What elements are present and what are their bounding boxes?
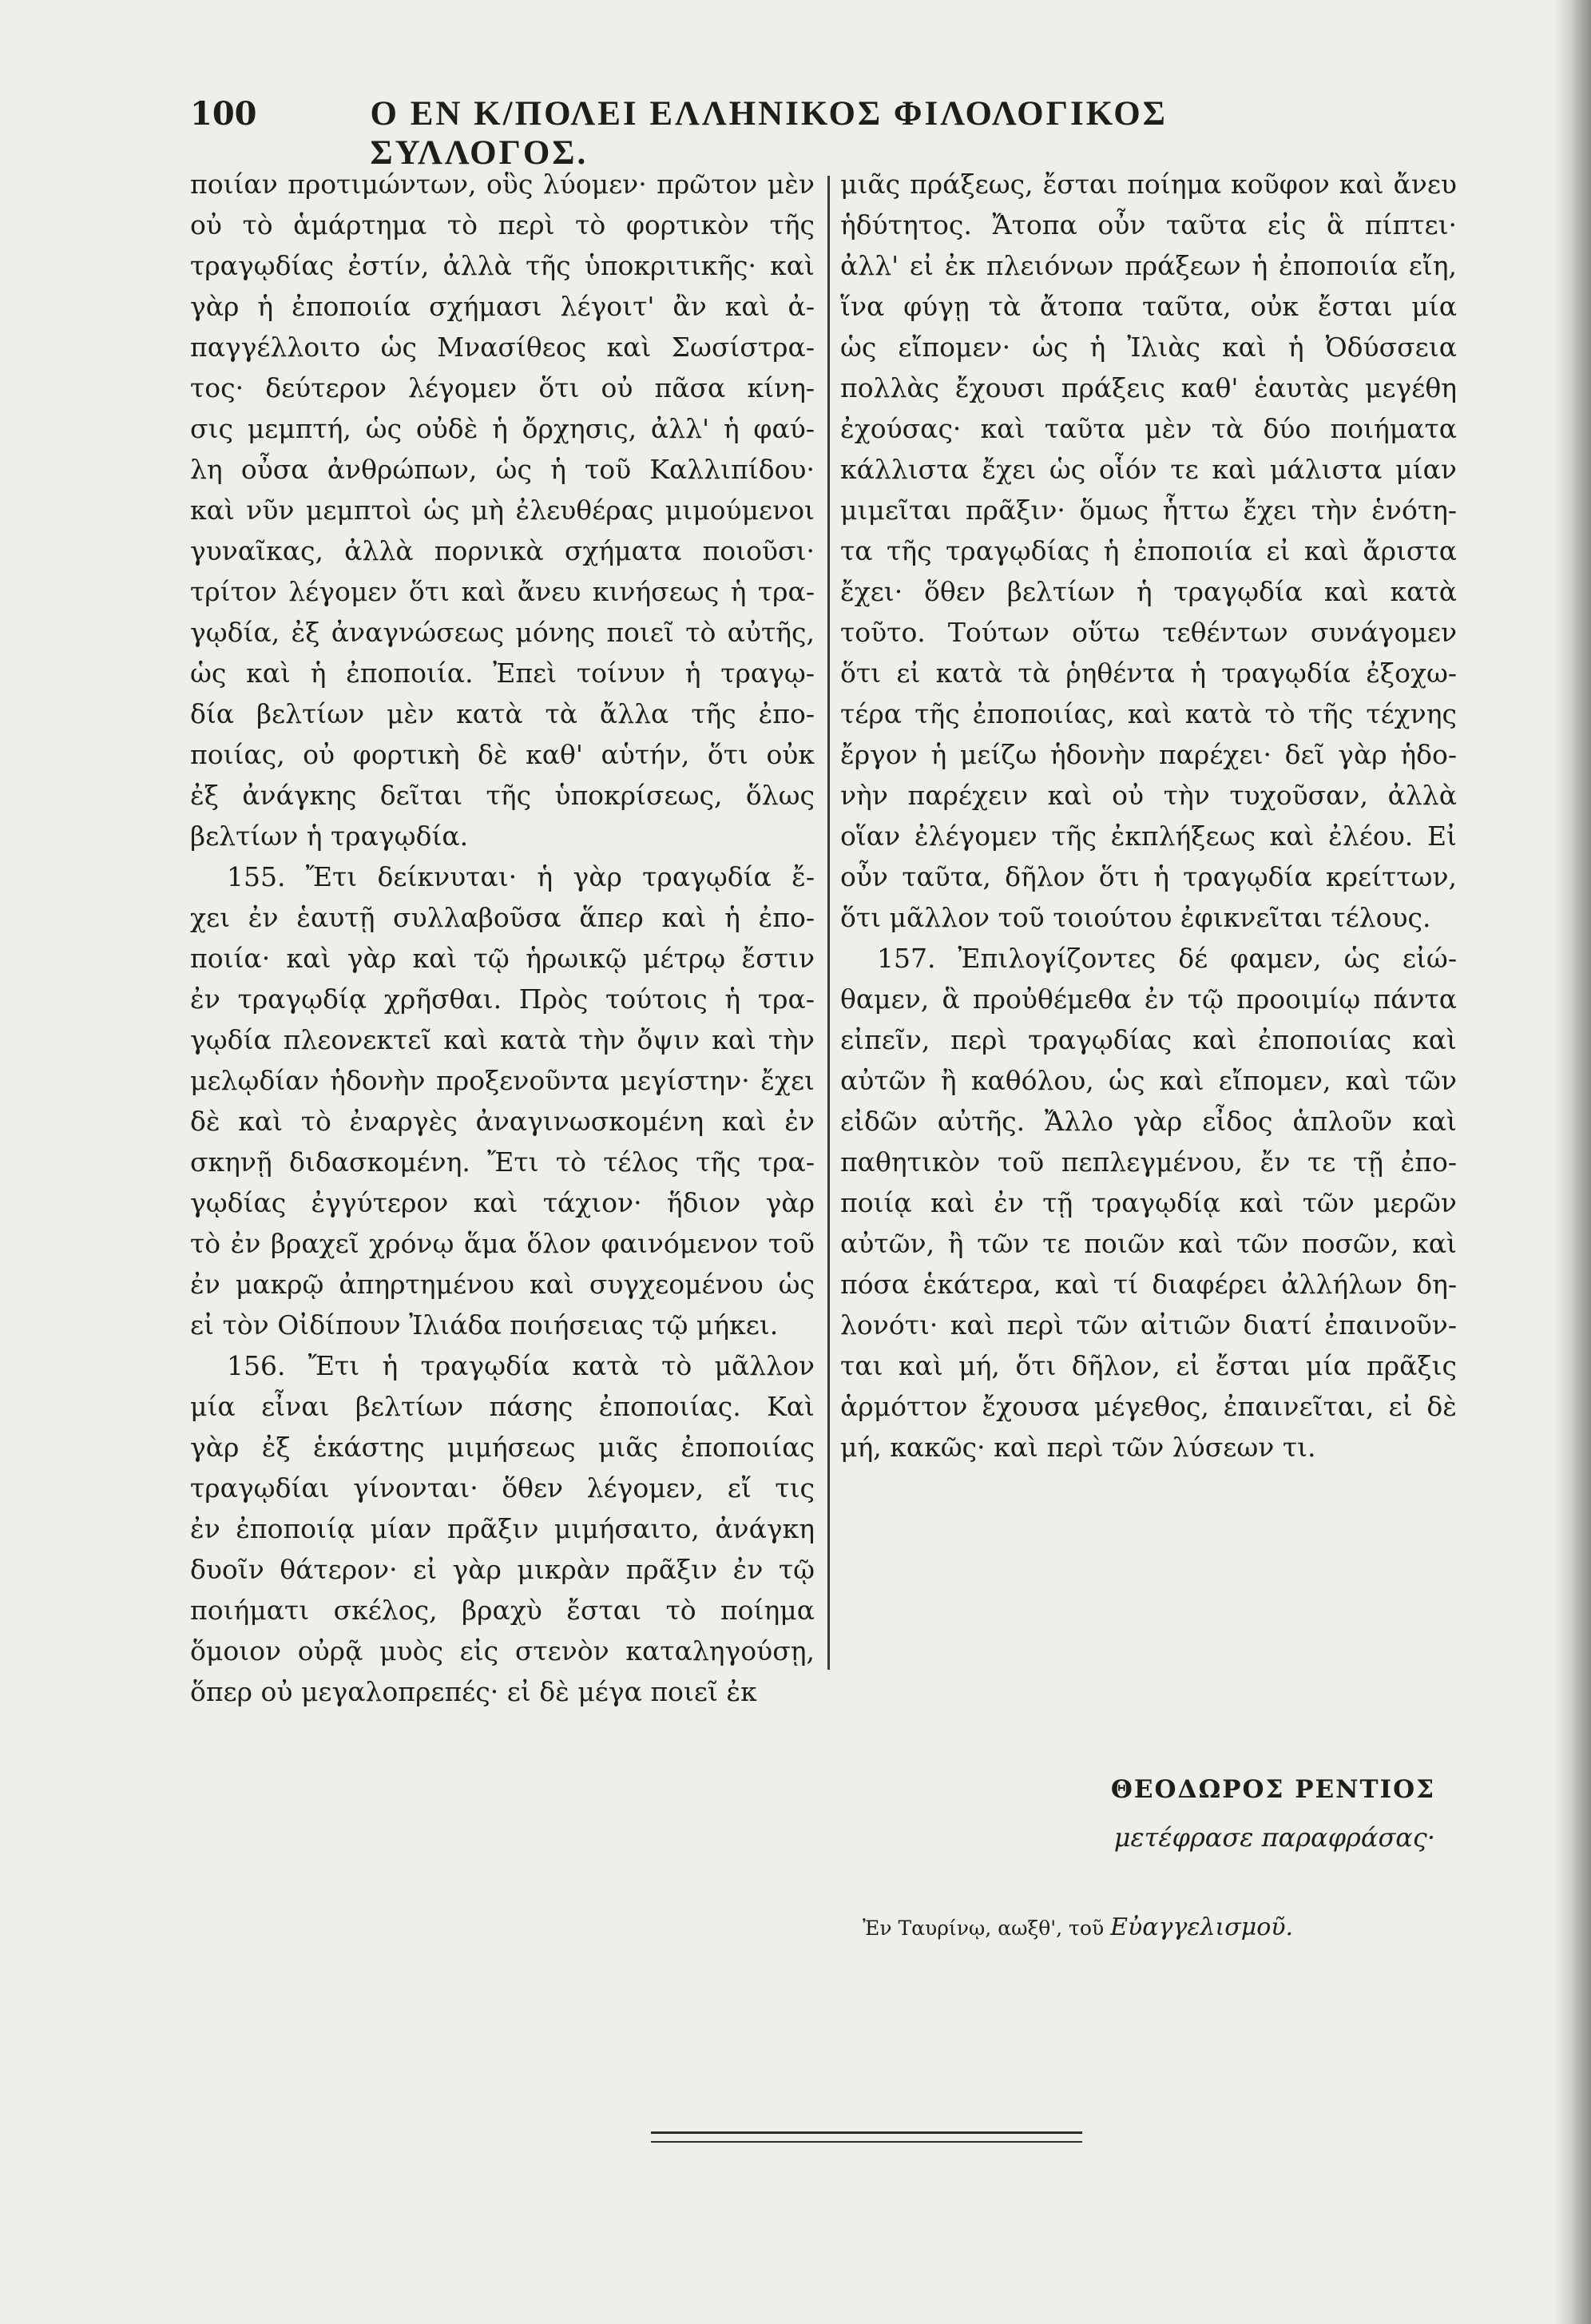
- text-line: ἐχούσας· καὶ ταῦτα μὲν τὰ δύο ποιήματα: [840, 413, 1457, 444]
- text-line: παγγέλλοιτο ὡς Μνασίθεος καὶ Σωσίστρα-: [190, 332, 815, 363]
- text-line: εἰπεῖν, περὶ τραγῳδίας καὶ ἐποποιίας καὶ: [840, 1024, 1457, 1055]
- text-line: κάλλιστα ἔχει ὡς οἷόν τε καὶ μάλιστα μίαν: [840, 454, 1457, 485]
- text-line: τος· δεύτερον λέγομεν ὅτι οὐ πᾶσα κίνη-: [190, 372, 815, 403]
- signature-block: [840, 1766, 1435, 1861]
- text-line: μή, κακῶς· καὶ περὶ τῶν λύσεων τι.: [840, 1432, 1316, 1463]
- text-line: δυοῖν θάτερον· εἰ γὰρ μικρὰν πρᾶξιν ἐν τῷ: [190, 1554, 815, 1585]
- dateline-italic: Εὐαγγελισμοῦ.: [1110, 1913, 1294, 1941]
- text-line: παθητικὸν τοῦ πεπλεγμένου, ἔν τε τῇ ἐπο-: [840, 1146, 1457, 1178]
- running-title: Ο ΕΝ Κ/ΠΟΛΕΙ ΕΛΛΗΝΙΚΟΣ ΦΙΛΟΛΟΓΙΚΟΣ ΣΥΛΛΟΓΟΣ.: [370, 95, 1168, 172]
- text-line: ὅτι εἰ κατὰ τὰ ῥηθέντα ἡ τραγῳδία ἐξοχω-: [840, 657, 1457, 689]
- text-line: δὲ καὶ τὸ ἐναργὲς ἀναγινωσκομένη καὶ ἐν: [190, 1106, 815, 1137]
- text-line: εἰ τὸν Οἰδίπουν Ἰλιάδα ποιήσειας τῷ μήκει.: [190, 1309, 779, 1341]
- text-line: ὅπερ οὐ μεγαλοπρεπές· εἰ δὲ μέγα ποιεῖ ἐκ: [190, 1676, 757, 1707]
- text-line: μία εἶναι βελτίων πάσης ἐποποιίας. Καὶ: [190, 1391, 815, 1422]
- text-line: μιμεῖται πρᾶξιν· ὅμως ἧττω ἔχει τὴν ἑνότη-: [840, 495, 1457, 526]
- text-line: ἐξ ἀνάγκης δεῖται τῆς ὑποκρίσεως, ὅλως: [190, 780, 815, 811]
- text-line: σκηνῇ διδασκομένη. Ἔτι τὸ τέλος τῆς τρα-: [190, 1146, 815, 1178]
- dateline-prefix: Ἐν Ταυρίνῳ, αωξθ', τοῦ: [863, 1917, 1105, 1940]
- text-line: γὰρ ἡ ἐποποιία σχήμασι λέγοιτ' ἂν καὶ ἀ-: [190, 291, 815, 322]
- text-line: γῳδία, ἐξ ἀναγνώσεως μόνης ποιεῖ τὸ αὐτῆς,: [190, 617, 815, 648]
- text-line: ποιίαν προτιμώντων, οὓς λύομεν· πρῶτον μὲν: [190, 169, 815, 200]
- text-line: τραγῳδίαι γίνονται· ὅθεν λέγομεν, εἴ τις: [190, 1472, 815, 1504]
- text-line: ἐν τραγῳδίᾳ χρῆσθαι. Πρὸς τούτοις ἡ τρα-: [190, 983, 815, 1015]
- text-line: εἰδῶν αὐτῆς. Ἄλλο γὰρ εἶδος ἁπλοῦν καὶ: [840, 1106, 1457, 1137]
- right-column: [840, 164, 1457, 1468]
- text-line: οὖν ταῦτα, δῆλον ὅτι ἡ τραγῳδία κρείττων,: [840, 861, 1457, 892]
- translator-name: ΘΕΟΔΩΡΟΣ ΡΕΝΤΙΟΣ: [1110, 1775, 1435, 1804]
- end-rule: [651, 2131, 1082, 2143]
- text-line: τὸ ἐν βραχεῖ χρόνῳ ἅμα ὅλον φαινόμενον τοῦ: [190, 1228, 815, 1259]
- running-header: [190, 94, 1260, 172]
- text-line: ποιία· καὶ γὰρ καὶ τῷ ἡρωικῷ μέτρῳ ἔστιν: [190, 943, 815, 974]
- left-column: [190, 164, 815, 1712]
- dateline: [863, 1913, 1374, 1941]
- text-line: γὰρ ἐξ ἑκάστης μιμήσεως μιᾶς ἐποποιίας: [190, 1432, 815, 1463]
- text-line: νὴν παρέχειν καὶ οὐ τὴν τυχοῦσαν, ἀλλὰ: [840, 780, 1457, 811]
- text-line: ἔχει· ὅθεν βελτίων ἡ τραγῳδία καὶ κατὰ: [840, 576, 1457, 607]
- text-line: ὡς καὶ ἡ ἐποποιία. Ἐπεὶ τοίνυν ἡ τραγῳ-: [190, 657, 815, 689]
- text-line: σις μεμπτή, ὡς οὐδὲ ἡ ὄρχησις, ἀλλ' ἡ φαύ-: [190, 413, 815, 444]
- text-line: ὅμοιον οὐρᾷ μυὸς εἰς στενὸν καταληγούσῃ,: [190, 1635, 815, 1667]
- column-divider: [827, 176, 830, 1670]
- text-line: ἔργον ἡ μείζω ἡδονὴν παρέχει· δεῖ γὰρ ἡδο-: [840, 739, 1457, 770]
- translator-role: μετέφρασε παραφράσας·: [1113, 1822, 1435, 1853]
- text-line: ἀλλ' εἰ ἐκ πλειόνων πράξεων ἡ ἐποποιία εἴη,: [840, 250, 1457, 281]
- text-line: 156. Ἔτι ἡ τραγῳδία κατὰ τὸ μᾶλλον: [227, 1350, 815, 1381]
- text-line: τα τῆς τραγῳδίας ἡ ἐποποιία εἰ καὶ ἄριστα: [840, 535, 1457, 566]
- text-line: αὐτῶν, ἢ τῶν τε ποιῶν καὶ τῶν ποσῶν, καὶ: [840, 1228, 1457, 1259]
- text-line: θαμεν, ἃ προὐθέμεθα ἐν τῷ προοιμίῳ πάντα: [840, 983, 1457, 1015]
- text-line: βελτίων ἡ τραγῳδία.: [190, 820, 469, 852]
- text-line: ἐν ἐποποιίᾳ μίαν πρᾶξιν μιμήσαιτο, ἀνάγκη: [190, 1513, 815, 1544]
- text-line: ὅτι μᾶλλον τοῦ τοιούτου ἐφικνεῖται τέλους.: [840, 902, 1431, 933]
- text-line: οἵαν ἐλέγομεν τῆς ἐκπλήξεως καὶ ἐλέου. Εἰ: [840, 820, 1457, 852]
- text-line: τέρα τῆς ἐποποιίας, καὶ κατὰ τὸ τῆς τέχνης: [840, 698, 1457, 729]
- text-line: καὶ νῦν μεμπτοὶ ὡς μὴ ἐλευθέρας μιμούμενοι: [190, 495, 815, 526]
- text-line: ἡδύτητος. Ἄτοπα οὖν ταῦτα εἰς ἃ πίπτει·: [840, 209, 1457, 240]
- text-line: ἐν μακρῷ ἀπηρτημένου καὶ συγχεομένου ὡς: [190, 1269, 815, 1300]
- text-line: γῳδία πλεονεκτεῖ καὶ κατὰ τὴν ὄψιν καὶ τὴν: [190, 1024, 815, 1055]
- text-line: γυναῖκας, ἀλλὰ πορνικὰ σχήματα ποιοῦσι·: [190, 535, 815, 566]
- text-line: χει ἐν ἑαυτῇ συλλαβοῦσα ἅπερ καὶ ἡ ἐπο-: [190, 902, 815, 933]
- text-line: 155. Ἔτι δείκνυται· ἡ γὰρ τραγῳδία ἔ-: [227, 861, 815, 892]
- text-line: τραγῳδίας ἐστίν, ἀλλὰ τῆς ὑποκριτικῆς· καὶ: [190, 250, 815, 281]
- text-line: τοῦτο. Τούτων οὕτω τεθέντων συνάγομεν: [840, 617, 1457, 648]
- text-line: ται καὶ μή, ὅτι δῆλον, εἰ ἔσται μία πρᾶξις: [840, 1350, 1457, 1381]
- text-line: τρίτον λέγομεν ὅτι καὶ ἄνευ κινήσεως ἡ τρα-: [190, 576, 815, 607]
- text-line: δία βελτίων μὲν κατὰ τὰ ἄλλα τῆς ἐπο-: [190, 698, 815, 729]
- binding-shadow: [1554, 0, 1591, 2324]
- text-line: αὐτῶν ἢ καθόλου, ὡς καὶ εἴπομεν, καὶ τῶν: [840, 1065, 1457, 1096]
- text-line: ποιίας, οὐ φορτικὴ δὲ καθ' αὑτήν, ὅτι οὐκ: [190, 739, 815, 770]
- text-line: ἵνα φύγῃ τὰ ἄτοπα ταῦτα, οὐκ ἔσται μία: [840, 291, 1457, 322]
- text-line: λη οὖσα ἀνθρώπων, ὡς ἡ τοῦ Καλλιπίδου·: [190, 454, 815, 485]
- text-line: 157. Ἐπιλογίζοντες δέ φαμεν, ὡς εἰώ-: [877, 943, 1457, 974]
- text-line: οὐ τὸ ἁμάρτημα τὸ περὶ τὸ φορτικὸν τῆς: [190, 209, 815, 240]
- text-line: ποιίᾳ καὶ ἐν τῇ τραγῳδίᾳ καὶ τῶν μερῶν: [840, 1187, 1457, 1218]
- text-line: ὡς εἴπομεν· ὡς ἡ Ἰλιὰς καὶ ἡ Ὀδύσσεια: [840, 332, 1457, 363]
- text-line: πολλὰς ἔχουσι πράξεις καθ' ἑαυτὰς μεγέθη: [840, 372, 1457, 403]
- text-line: μιᾶς πράξεως, ἔσται ποίημα κοῦφον καὶ ἄνευ: [840, 169, 1457, 200]
- text-line: γῳδίας ἐγγύτερον καὶ τάχιον· ἥδιον γὰρ: [190, 1187, 815, 1218]
- text-line: ποιήματι σκέλος, βραχὺ ἔσται τὸ ποίημα: [190, 1595, 815, 1626]
- text-line: πόσα ἑκάτερα, καὶ τί διαφέρει ἀλλήλων δη-: [840, 1269, 1457, 1300]
- text-line: λονότι· καὶ περὶ τῶν αἰτιῶν διατί ἐπαινοῦν-: [840, 1309, 1457, 1341]
- text-line: ἁρμόττον ἔχουσα μέγεθος, ἐπαινεῖται, εἰ δὲ: [840, 1391, 1457, 1422]
- page-number: 100: [190, 95, 257, 133]
- text-line: μελῳδίαν ἡδονὴν προξενοῦντα μεγίστην· ἔχει: [190, 1065, 815, 1096]
